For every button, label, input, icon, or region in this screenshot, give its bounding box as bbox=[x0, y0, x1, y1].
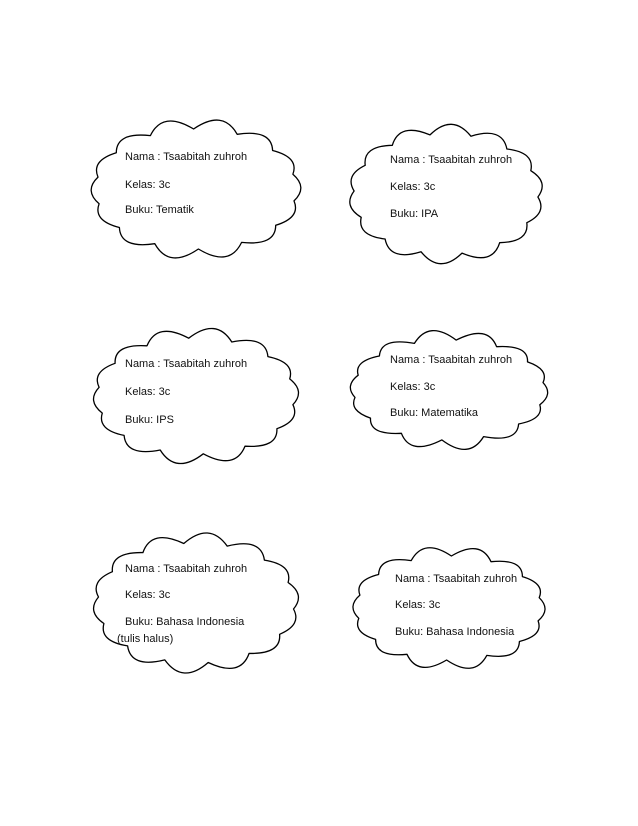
label-nama: Nama : Tsaabitah zuhroh bbox=[125, 151, 248, 163]
label-buku: Buku: Tematik bbox=[125, 204, 194, 216]
label-nama: Nama : Tsaabitah zuhroh bbox=[125, 358, 248, 370]
label-buku: Buku: Bahasa Indonesia bbox=[125, 616, 245, 628]
label-nama: Nama : Tsaabitah zuhroh bbox=[395, 573, 518, 585]
label-kelas: Kelas: 3c bbox=[395, 599, 441, 611]
label-kelas: Kelas: 3c bbox=[125, 179, 171, 191]
label-kelas: Kelas: 3c bbox=[125, 589, 171, 601]
label-buku: Buku: IPS bbox=[125, 414, 174, 426]
label-kelas: Kelas: 3c bbox=[125, 386, 171, 398]
label-note: (tulis halus) bbox=[117, 633, 174, 645]
label-nama: Nama : Tsaabitah zuhroh bbox=[390, 154, 513, 166]
label-nama: Nama : Tsaabitah zuhroh bbox=[390, 354, 513, 366]
label-buku: Buku: IPA bbox=[390, 208, 439, 220]
label-kelas: Kelas: 3c bbox=[390, 381, 436, 393]
label-buku: Buku: Matematika bbox=[390, 407, 479, 419]
label-buku: Buku: Bahasa Indonesia bbox=[395, 626, 515, 638]
label-nama: Nama : Tsaabitah zuhroh bbox=[125, 563, 248, 575]
label-kelas: Kelas: 3c bbox=[390, 181, 436, 193]
